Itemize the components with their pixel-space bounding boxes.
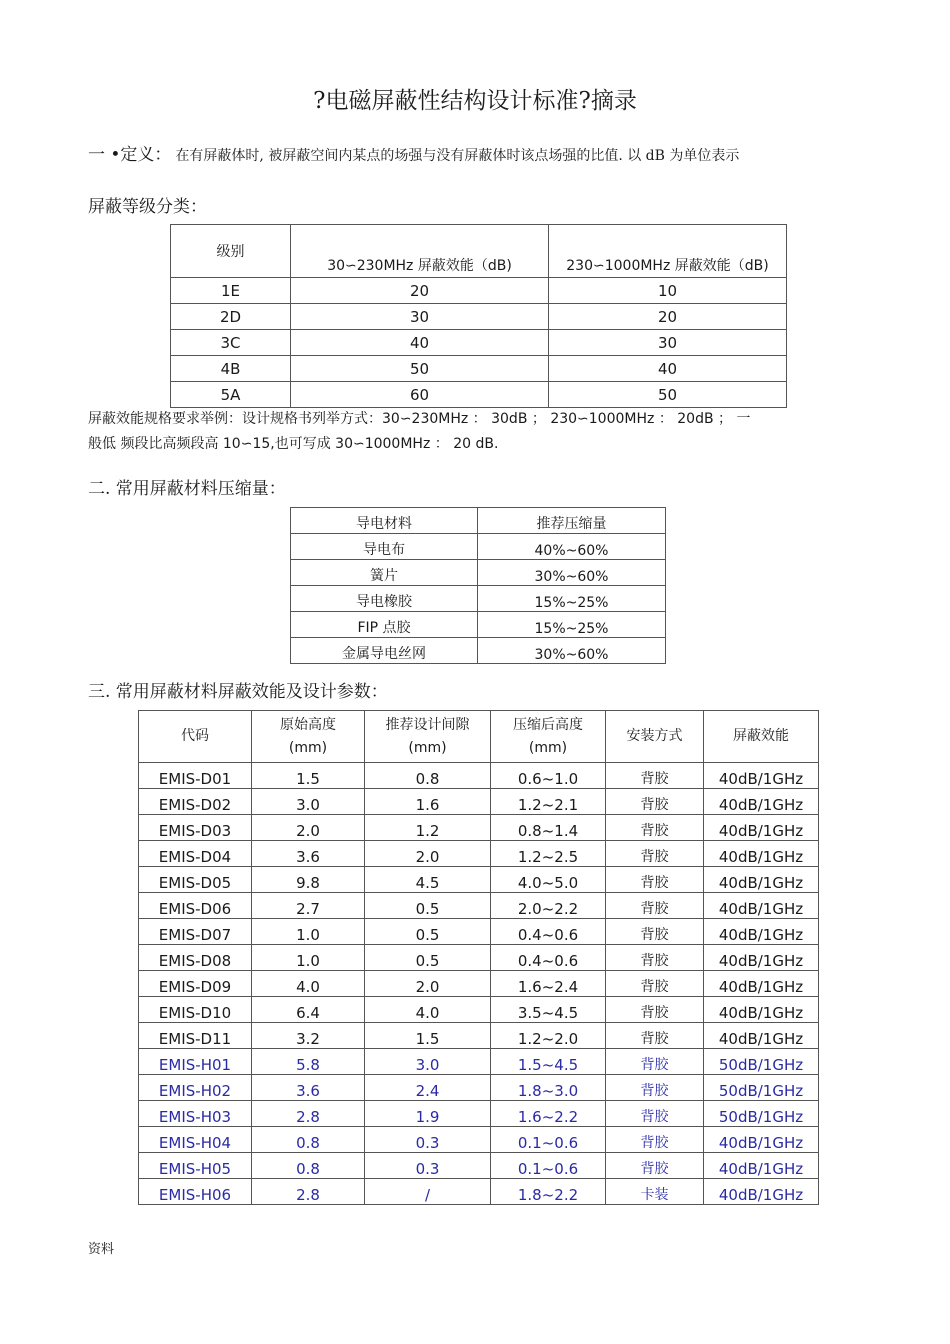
table-cell: 0.3 [365,1127,491,1153]
table-cell: 40dB/1GHz [704,971,819,997]
table-cell: 背胶 [606,945,704,971]
table-cell: 30%~60% [478,638,666,664]
table-cell: 5A [171,382,291,408]
table-cell: 6.4 [252,997,365,1023]
table-cell: 50dB/1GHz [704,1101,819,1127]
table-cell: 40dB/1GHz [704,1179,819,1205]
table-cell: 0.4~0.6 [491,919,606,945]
table-cell: 4.0 [252,971,365,997]
table-cell: 2.8 [252,1179,365,1205]
column-header [139,711,252,763]
table-cell: 2.4 [365,1075,491,1101]
table-row [291,586,666,612]
table-cell: 3.5~4.5 [491,997,606,1023]
levels-heading: 屏蔽等级分类： [88,197,207,217]
table-row [139,945,819,971]
table-cell: 背胶 [606,893,704,919]
header-unit: (mm) [288,739,328,756]
header-unit: (mm) [528,739,568,756]
table-cell: 4B [171,356,291,382]
table-cell: 背胶 [606,1127,704,1153]
table-cell: 背胶 [606,1023,704,1049]
table-cell: 9.8 [252,867,365,893]
table-row [139,1101,819,1127]
table-cell: 导电橡胶 [291,586,478,612]
table-cell: 50 [549,382,787,408]
table-cell: 20 [549,304,787,330]
table-cell: 40dB/1GHz [704,893,819,919]
table-cell: 4.0 [365,997,491,1023]
table-cell: 1.2 [365,815,491,841]
table-cell: 1.5 [252,763,365,789]
column-header [491,711,606,763]
table-cell: 40dB/1GHz [704,841,819,867]
page-title: ?电磁屏蔽性结构设计标准?摘录 [313,88,637,114]
table-cell: 1E [171,278,291,304]
table-row [291,612,666,638]
table-cell: EMIS-D04 [139,841,252,867]
table-cell: 1.5 [365,1023,491,1049]
table-cell: 50dB/1GHz [704,1049,819,1075]
table-cell: 1.8~2.2 [491,1179,606,1205]
table-cell: 0.5 [365,919,491,945]
table-cell: 背胶 [606,1049,704,1075]
column-header [606,711,704,763]
column-header [704,711,819,763]
table-row [171,382,787,408]
table-row [139,997,819,1023]
table-cell: 3C [171,330,291,356]
table-cell: 40%~60% [478,534,666,560]
table-cell: 40dB/1GHz [704,1127,819,1153]
table-row [139,1127,819,1153]
table-row [171,356,787,382]
table-cell: 40dB/1GHz [704,997,819,1023]
table-cell: 1.8~3.0 [491,1075,606,1101]
compression-heading: 二. 常用屏蔽材料压缩量： [88,479,286,499]
table-cell: 40 [291,330,549,356]
table-cell: 3.6 [252,1075,365,1101]
table-cell: 2.7 [252,893,365,919]
compression-table [290,507,666,664]
table-cell: EMIS-H05 [139,1153,252,1179]
table-cell: 0.5 [365,893,491,919]
table-cell: 簧片 [291,560,478,586]
table-cell: EMIS-H02 [139,1075,252,1101]
column-header: 30∽230MHz 屏蔽效能（dB) [291,225,549,278]
table-cell: 10 [549,278,787,304]
table-cell: 1.6~2.2 [491,1101,606,1127]
table-cell: 0.8 [252,1127,365,1153]
table-cell: 1.9 [365,1101,491,1127]
table-cell: 背胶 [606,1153,704,1179]
table-row [139,841,819,867]
table-row [139,893,819,919]
table-cell: EMIS-D01 [139,763,252,789]
table-cell: EMIS-D07 [139,919,252,945]
table-cell: 30 [549,330,787,356]
note-line: 屏蔽效能规格要求举例：设计规格书列举方式：30∽230MHz ： 30dB ； 230∽1000MHz ： 20dB ； 一 [88,411,751,427]
table-row [139,971,819,997]
table-cell: 金属导电丝网 [291,638,478,664]
table-cell: 1.2~2.1 [491,789,606,815]
page-footer: 资料 [88,1242,115,1257]
table-header-row [171,225,787,278]
table-cell: 2D [171,304,291,330]
column-header: 230∽1000MHz 屏蔽效能（dB) [549,225,787,278]
levels-note [88,407,750,457]
table-cell: 背胶 [606,841,704,867]
table-cell: 40dB/1GHz [704,1023,819,1049]
shielding-level-table [170,224,787,408]
table-row [139,867,819,893]
table-cell: 2.0 [365,841,491,867]
table-cell: 2.0 [365,971,491,997]
table-cell: 1.5~4.5 [491,1049,606,1075]
table-cell: 1.2~2.5 [491,841,606,867]
table-cell: 40 [549,356,787,382]
table-cell: EMIS-D08 [139,945,252,971]
table-cell: EMIS-H04 [139,1127,252,1153]
table-cell: 导电布 [291,534,478,560]
table-cell: 1.0 [252,919,365,945]
table-cell: 40dB/1GHz [704,789,819,815]
table-cell: 40dB/1GHz [704,945,819,971]
table-cell: EMIS-D02 [139,789,252,815]
table-cell: 15%~25% [478,612,666,638]
table-cell: 3.2 [252,1023,365,1049]
table-row [291,534,666,560]
table-cell: 60 [291,382,549,408]
table-cell: 50dB/1GHz [704,1075,819,1101]
header-line: 推荐设计间隙 [385,716,470,733]
table-row [139,789,819,815]
table-row [171,330,787,356]
header-line: 压缩后高度 [513,716,583,733]
table-cell: 30%~60% [478,560,666,586]
table-cell: 3.6 [252,841,365,867]
table-cell: 0.1~0.6 [491,1127,606,1153]
definition-section [88,140,739,165]
table-cell: EMIS-D11 [139,1023,252,1049]
table-cell: 背胶 [606,789,704,815]
table-cell: 背胶 [606,1101,704,1127]
table-cell: 背胶 [606,763,704,789]
table-row [139,815,819,841]
table-cell: 40dB/1GHz [704,1153,819,1179]
table-cell: EMIS-D03 [139,815,252,841]
table-row [139,919,819,945]
column-header [252,711,365,763]
table-cell: 30 [291,304,549,330]
table-cell: 3.0 [252,789,365,815]
table-cell: 背胶 [606,867,704,893]
column-header [365,711,491,763]
header-line: 屏蔽效能 [733,728,789,744]
table-cell: 卡装 [606,1179,704,1205]
table-cell: 1.6~2.4 [491,971,606,997]
table-row [171,278,787,304]
header-line: 代码 [181,728,209,744]
table-cell: FIP 点胶 [291,612,478,638]
table-cell: 0.1~0.6 [491,1153,606,1179]
table-cell: 0.8 [365,763,491,789]
table-cell: 3.0 [365,1049,491,1075]
table-cell: 背胶 [606,815,704,841]
table-cell: EMIS-D05 [139,867,252,893]
table-header-row [291,508,666,534]
table-cell: 0.4~0.6 [491,945,606,971]
table-row [291,560,666,586]
table-cell: 1.2~2.0 [491,1023,606,1049]
table-cell: 0.8 [252,1153,365,1179]
table-cell: 50 [291,356,549,382]
table-header-row [139,711,819,763]
table-cell: 0.8~1.4 [491,815,606,841]
table-cell: 0.3 [365,1153,491,1179]
params-heading: 三. 常用屏蔽材料屏蔽效能及设计参数： [88,682,388,702]
table-cell: 2.0~2.2 [491,893,606,919]
table-cell: 背胶 [606,919,704,945]
table-cell: EMIS-H03 [139,1101,252,1127]
table-row [171,304,787,330]
table-cell: 背胶 [606,997,704,1023]
note-line: 般低 频段比高频段高 10∽15,也可写成 30∽1000MHz ： 20 dB. [88,436,499,452]
table-cell: 2.0 [252,815,365,841]
table-cell: 40dB/1GHz [704,867,819,893]
table-cell: 2.8 [252,1101,365,1127]
table-row [291,638,666,664]
column-header: 级别 [171,225,291,278]
table-cell: 15%~25% [478,586,666,612]
table-cell: 背胶 [606,1075,704,1101]
table-row [139,763,819,789]
table-cell: 40dB/1GHz [704,919,819,945]
table-cell: EMIS-D09 [139,971,252,997]
table-cell: EMIS-D10 [139,997,252,1023]
table-row [139,1075,819,1101]
table-cell: 4.0~5.0 [491,867,606,893]
table-cell: 40dB/1GHz [704,815,819,841]
table-cell: 4.5 [365,867,491,893]
table-cell: EMIS-H06 [139,1179,252,1205]
table-row [139,1153,819,1179]
header-unit: (mm) [408,739,447,756]
column-header: 推荐压缩量 [478,508,666,534]
column-header: 导电材料 [291,508,478,534]
parameters-table [138,710,819,1205]
table-cell: EMIS-H01 [139,1049,252,1075]
table-cell: / [365,1179,491,1205]
table-row [139,1179,819,1205]
table-cell: 0.5 [365,945,491,971]
table-cell: EMIS-D06 [139,893,252,919]
table-cell: 40dB/1GHz [704,763,819,789]
table-cell: 0.6~1.0 [491,763,606,789]
table-row [139,1023,819,1049]
table-cell: 背胶 [606,971,704,997]
table-cell: 5.8 [252,1049,365,1075]
table-cell: 1.6 [365,789,491,815]
table-cell: 1.0 [252,945,365,971]
table-cell: 20 [291,278,549,304]
header-line: 原始高度 [280,716,336,733]
definition-text: 在有屏蔽体时, 被屏蔽空间内某点的场强与没有屏蔽体时该点场强的比值. 以 dB 为单位表示 [175,148,740,164]
header-line: 安装方式 [626,728,683,744]
table-row [139,1049,819,1075]
definition-label: 一 •定义： [88,145,172,165]
